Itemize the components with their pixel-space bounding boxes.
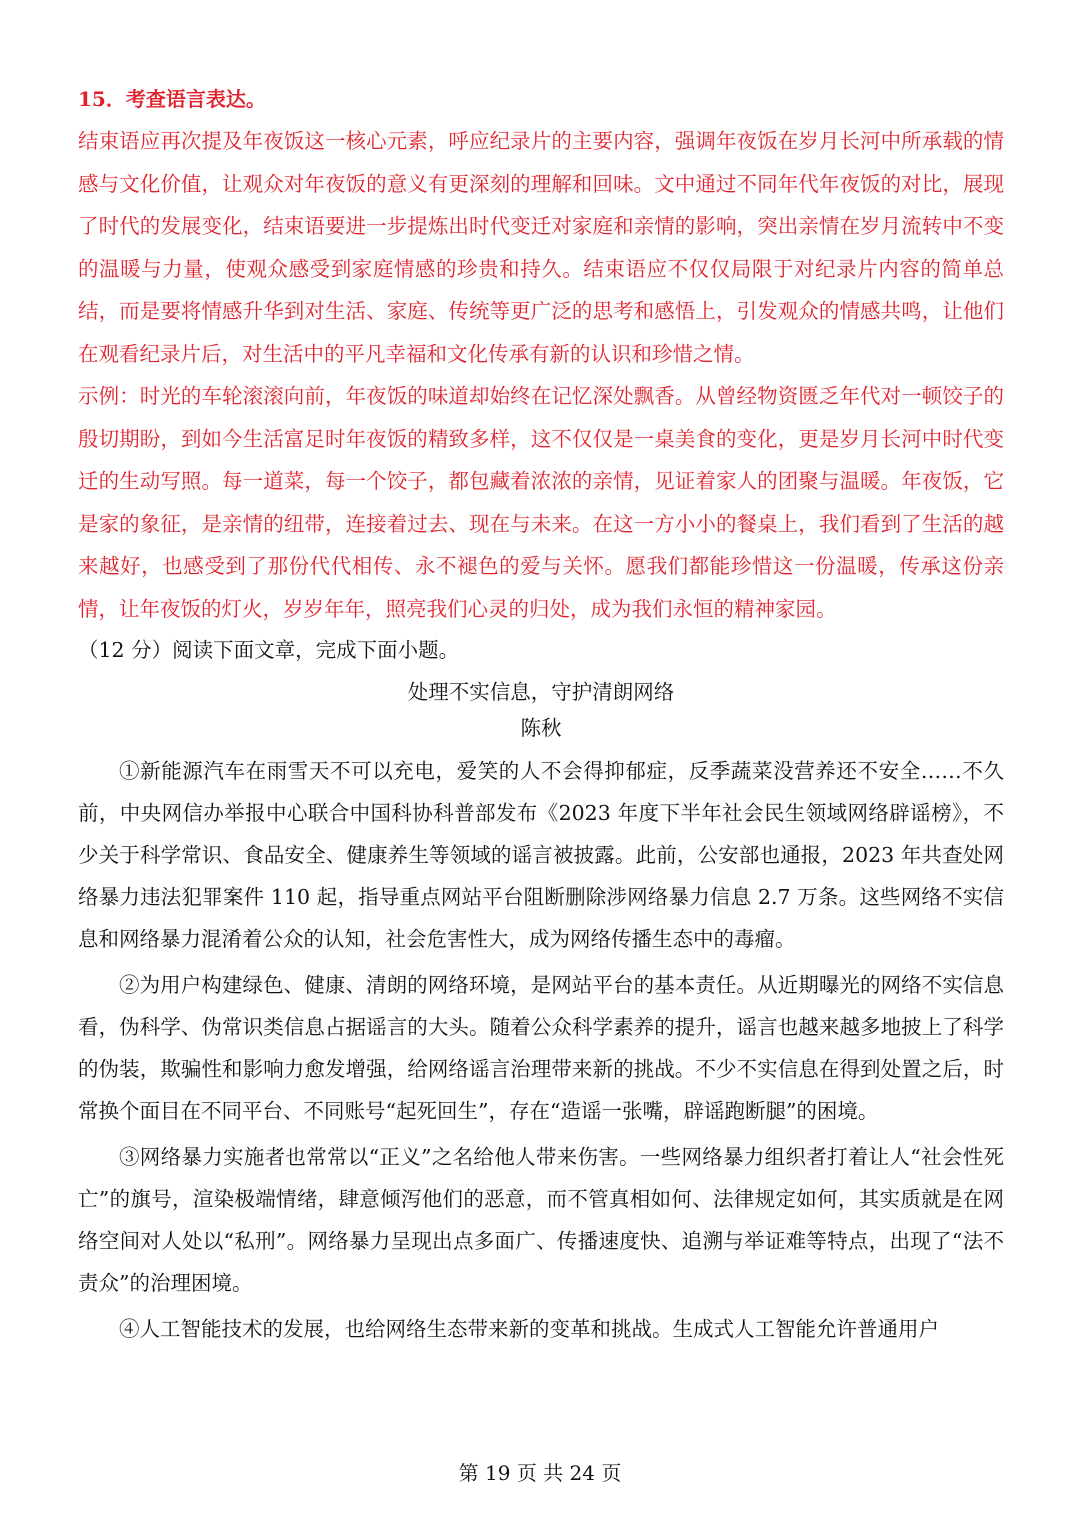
article-paragraph-3: ③网络暴力实施者也常常以“正义”之名给他人带来伤害。一些网络暴力组织者打着让人“社会性死亡”的旗号，渲染极端情绪，肆意倾泻他们的恶意，而不管真相如何、法律规定如何，其实质就是在网络空间对人处以“私刑”。网络暴力呈现出点多面广、传播速度快、追溯与举证难等特点，出现了“法不责众”的治理困境。: [78, 1145, 1004, 1295]
article-title: 处理不实信息，守护清朗网络: [407, 680, 675, 704]
question-heading: 15．考查语言表达。: [78, 87, 266, 111]
page-number: 第 19 页 共 24 页: [458, 1461, 622, 1485]
article-paragraph-1: ①新能源汽车在雨雪天不可以充电，爱笑的人不会得抑郁症，反季蔬菜没营养还不安全……不久前，中央网信办举报中心联合中国科协科普部发布《2023 年度下半年社会民生领域网络辟谣榜》，不少关于科学常识、食品安全、健康养生等领域的谣言被披露。此前，公安部也通报，2023 年共查处网络暴力违法犯罪案件 110 起，指导重点网站平台阻断删除涉网络暴力信息 2.7 万条。这些网络不实信息和网络暴力混淆着公众的认知，社会危害性大，成为网络传播生态中的毒瘤。: [78, 759, 1004, 951]
article-paragraph-4: ④人工智能技术的发展，也给网络生态带来新的变革和挑战。生成式人工智能允许普通用户: [119, 1317, 939, 1341]
answer-analysis: 结束语应再次提及年夜饭这一核心元素，呼应纪录片的主要内容，强调年夜饭在岁月长河中所承载的情感与文化价值，让观众对年夜饭的意义有更深刻的理解和回味。文中通过不同年代年夜饭的对比，展现了时代的发展变化，结束语要进一步提炼出时代变迁对家庭和亲情的影响，突出亲情在岁月流转中不变的温暖与力量，使观众感受到家庭情感的珍贵和持久。结束语应不仅仅局限于对纪录片内容的简单总结，而是要将情感升华到对生活、家庭、传统等更广泛的思考和感悟上，引发观众的情感共鸣，让他们在观看纪录片后，对生活中的平凡幸福和文化传承有新的认识和珍惜之情。: [78, 129, 1004, 366]
article-paragraph-2: ②为用户构建绿色、健康、清朗的网络环境，是网站平台的基本责任。从近期曝光的网络不实信息看，伪科学、伪常识类信息占据谣言的大头。随着公众科学素养的提升，谣言也越来越多地披上了科学的伪装，欺骗性和影响力愈发增强，给网络谣言治理带来新的挑战。不少不实信息在得到处置之后，时常换个面目在不同平台、不同账号“起死回生”，存在“造谣一张嘴，辟谣跑断腿”的困境。: [78, 973, 1004, 1123]
article-author: 陈秋: [520, 716, 562, 740]
answer-block: [78, 120, 1004, 630]
answer-example: 示例：时光的车轮滚滚向前，年夜饭的味道却始终在记忆深处飘香。从曾经物资匮乏年代对一顿饺子的殷切期盼，到如今生活富足时年夜饭的精致多样，这不仅仅是一桌美食的变化，更是岁月长河中时代变迁的生动写照。每一道菜，每一个饺子，都包藏着浓浓的亲情，见证着家人的团聚与温暖。年夜饭，它是家的象征，是亲情的纽带，连接着过去、现在与未来。在这一方小小的餐桌上，我们看到了生活的越来越好，也感受到了那份代代相传、永不褪色的爱与关怀。愿我们都能珍惜这一份温暖，传承这份亲情，让年夜饭的灯火，岁岁年年，照亮我们心灵的归处，成为我们永恒的精神家园。: [78, 384, 1004, 621]
reading-intro: （12 分）阅读下面文章，完成下面小题。: [78, 638, 460, 662]
page-content: [78, 84, 1004, 1354]
